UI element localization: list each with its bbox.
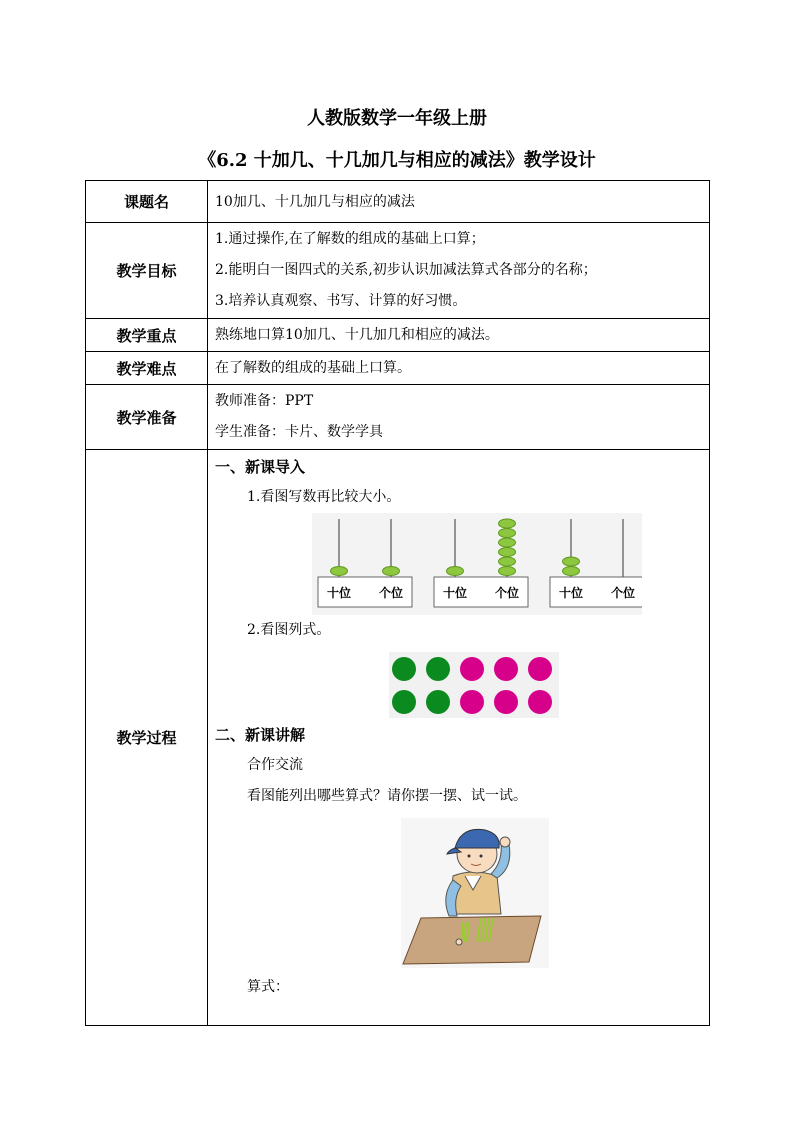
row-preparation — [86, 385, 710, 450]
abacus-bead — [499, 529, 516, 538]
abacus-bead — [499, 557, 516, 566]
abacus-bead — [499, 567, 516, 576]
formula-label: 算式： — [247, 979, 289, 995]
label-difficulties: 教学难点 — [86, 352, 208, 385]
ones-label: 个位 — [494, 586, 520, 600]
counter-dot-magenta — [494, 657, 518, 681]
counter-dot-green — [392, 657, 416, 681]
boy-with-sticks-image — [401, 818, 549, 968]
row-topic — [86, 181, 710, 223]
teacher-prep: 教师准备：PPT — [215, 393, 314, 409]
value-key-points: 熟练地口算10加几、十几加几和相应的减法。 — [208, 319, 710, 352]
document-subtitle: 《6.2 十加几、十几加几与相应的减法》教学设计 — [198, 150, 596, 171]
value-objectives — [208, 223, 710, 319]
row-objectives — [86, 223, 710, 319]
abacus-bead — [447, 567, 464, 576]
label-process: 教学过程 — [86, 450, 208, 1026]
counters-figure — [215, 646, 709, 720]
objective-item: 3.培养认真观察、书写、计算的好习惯。 — [215, 293, 467, 309]
counter-dot-magenta — [528, 690, 552, 714]
ones-label: 个位 — [378, 586, 404, 600]
counter-dot-green — [426, 657, 450, 681]
step-one-text: 1.看图写数再比较大小。 — [247, 489, 401, 505]
counter-dot-magenta — [528, 657, 552, 681]
value-topic: 10加几、十几加几与相应的减法 — [208, 181, 710, 223]
section-lesson-heading: 二、新课讲解 — [215, 726, 306, 744]
question-text: 看图能列出哪些算式？请你摆一摆、试一试。 — [247, 788, 527, 804]
abacus-bead — [499, 519, 516, 528]
boy-illustration — [215, 812, 709, 972]
abacus-bead — [563, 557, 580, 566]
tens-label: 十位 — [558, 586, 584, 600]
step-two-text: 2.看图列式。 — [247, 622, 331, 638]
abacus-figure — [215, 513, 709, 615]
abacus-svg — [312, 513, 642, 615]
counters-svg — [389, 652, 559, 718]
counter-dot-magenta — [460, 690, 484, 714]
cooperate-text: 合作交流 — [247, 757, 303, 773]
row-key-points — [86, 319, 710, 352]
value-difficulties: 在了解数的组成的基础上口算。 — [208, 352, 710, 385]
student-prep: 学生准备：卡片、数学学具 — [215, 424, 383, 440]
tens-label: 十位 — [442, 586, 468, 600]
abacus-bead — [499, 538, 516, 547]
label-preparation: 教学准备 — [86, 385, 208, 450]
abacus-bead — [563, 567, 580, 576]
abacus-bead — [499, 548, 516, 557]
counter-dot-green — [392, 690, 416, 714]
counter-dot-magenta — [494, 690, 518, 714]
document-title: 人教版数学一年级上册 — [307, 108, 487, 129]
counter-dot-magenta — [460, 657, 484, 681]
value-process — [208, 450, 710, 1026]
lesson-plan-table — [85, 180, 710, 1026]
tens-label: 十位 — [326, 586, 352, 600]
objective-item: 2.能明白一图四式的关系,初步认识加减法算式各部分的名称； — [215, 262, 597, 278]
abacus-bead — [331, 567, 348, 576]
label-topic: 课题名 — [86, 181, 208, 223]
row-difficulties — [86, 352, 710, 385]
value-preparation — [208, 385, 710, 450]
objective-item: 1.通过操作,在了解数的组成的基础上口算； — [215, 231, 485, 247]
counter-dot-green — [426, 690, 450, 714]
row-process — [86, 450, 710, 1026]
label-objectives: 教学目标 — [86, 223, 208, 319]
abacus-bead — [383, 567, 400, 576]
label-key-points: 教学重点 — [86, 319, 208, 352]
section-intro-heading: 一、新课导入 — [215, 458, 306, 476]
ones-label: 个位 — [610, 586, 636, 600]
